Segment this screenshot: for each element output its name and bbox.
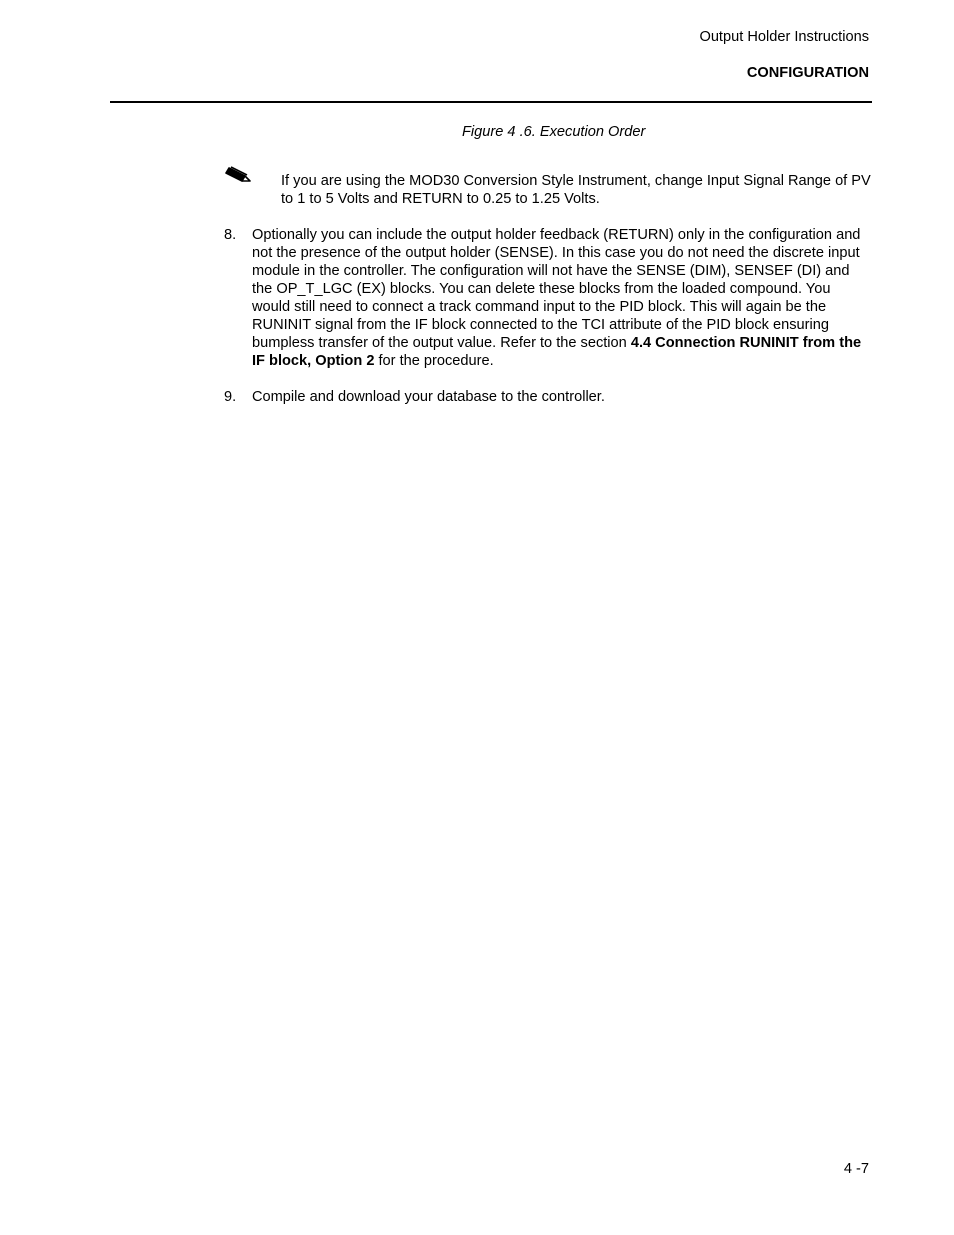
step-number: 9.	[224, 389, 237, 405]
step-number: 8.	[224, 227, 237, 243]
step-text-end: for the procedure.	[374, 353, 494, 369]
note-text: If you are using the MOD30 Conversion Style Instrument, change Input Signal Range of PV to 1 to 5 Volts and RETURN to 0.25 to 1.25 Volts.	[281, 173, 871, 207]
list-item	[224, 388, 872, 406]
step-text: Optionally you can include the output holder feedback (RETURN) only in the configuration and not the presence of the output holder (SENSE). In this case you do not need the discrete input module in the controller. The configuration will not have the SENSE (DIM), SENSEF (DI) and the OP_T_LGC (EX) blocks. You can delete these blocks from the loaded compound. You would still need to connect a track command input to the PID block. This will again be the RUNINIT signal from the IF block connected to the TCI attribute of the PID block ensuring bumpless transfer of the output value. Refer to the section	[252, 227, 861, 351]
section-title: CONFIGURATION	[746, 65, 869, 81]
page-number: 4 -7	[843, 1161, 869, 1177]
step-body	[252, 226, 872, 370]
step-text: Compile and download your database to the controller.	[252, 389, 605, 405]
header-divider	[110, 101, 872, 103]
figure-caption: Figure 4 .6. Execution Order	[462, 124, 646, 140]
section-reference: 4.4 Connection RUNINIT from the IF block, Option 2	[252, 335, 862, 369]
list-item	[224, 226, 872, 370]
pencil-icon	[225, 164, 257, 186]
document-title: Output Holder Instructions	[699, 29, 869, 45]
